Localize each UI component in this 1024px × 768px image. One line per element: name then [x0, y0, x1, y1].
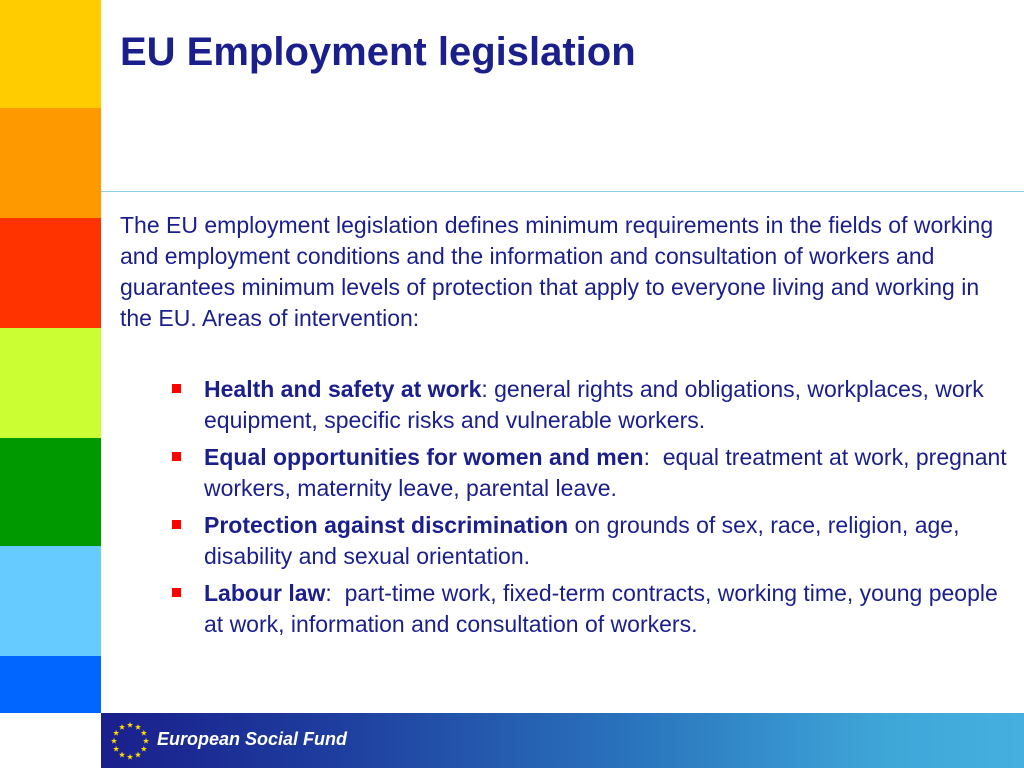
stripe-yellow: [0, 0, 101, 108]
fund-name: European Social Fund: [157, 729, 348, 749]
eu-star: [119, 752, 125, 758]
stripe-lime: [0, 328, 101, 438]
bullet-health-safety: [172, 374, 1008, 436]
title-divider: [101, 191, 1024, 192]
bullet-term: Equal opportunities for women and men: [204, 444, 644, 470]
bullet-text: on grounds of sex, race, religion, age, disability and sexual orientation.: [204, 512, 960, 569]
bullet-term: Labour law: [204, 580, 326, 606]
eu-star: [127, 722, 133, 728]
eu-star: [113, 730, 119, 736]
square-bullet-icon: [172, 384, 181, 393]
eu-star: [127, 754, 133, 760]
eu-star: [135, 724, 141, 730]
bullet-equal-opportunities: [172, 442, 1008, 504]
intervention-areas-list: [172, 374, 1008, 646]
bullet-text: equal treatment at work, pregnant workers, maternity leave, parental leave.: [204, 444, 1007, 501]
eu-star: [141, 730, 147, 736]
eu-star: [141, 746, 147, 752]
bullet-term: Health and safety at work: [204, 376, 482, 402]
bullet-text: general rights and obligations, workplaces, work equipment, specific risks and vulnerable workers.: [204, 376, 984, 433]
bullet-anti-discrimination: [172, 510, 1008, 572]
stripe-light-blue: [0, 546, 101, 656]
footer-bar: [101, 713, 1024, 768]
eu-stars-icon: [107, 718, 153, 764]
eu-star: [111, 738, 117, 744]
eu-star: [119, 724, 125, 730]
bullet-separator: :: [643, 444, 663, 470]
eu-star: [135, 752, 141, 758]
stripe-blue: [0, 656, 101, 713]
stripe-red: [0, 218, 101, 328]
eu-star: [113, 746, 119, 752]
bullet-term: Protection against discrimination: [204, 512, 569, 538]
stripe-orange: [0, 108, 101, 218]
intro-paragraph: The EU employment legislation defines minimum requirements in the fields of working and employment conditions and the information and consultation of workers and guarantees minimum levels of protection that apply to everyone living and working in the EU. Areas of intervention:: [120, 212, 994, 331]
eu-star: [143, 738, 149, 744]
bullet-text: part-time work, fixed-term contracts, working time, young people at work, information and consultation of workers.: [204, 580, 998, 637]
slide-title: EU Employment legislation: [120, 30, 636, 74]
color-stripe-bar: [0, 0, 101, 713]
bullet-separator: :: [325, 580, 345, 606]
stripe-green: [0, 438, 101, 546]
square-bullet-icon: [172, 452, 181, 461]
square-bullet-icon: [172, 588, 181, 597]
bullet-labour-law: [172, 578, 1008, 640]
square-bullet-icon: [172, 520, 181, 529]
bullet-separator: :: [481, 376, 495, 402]
